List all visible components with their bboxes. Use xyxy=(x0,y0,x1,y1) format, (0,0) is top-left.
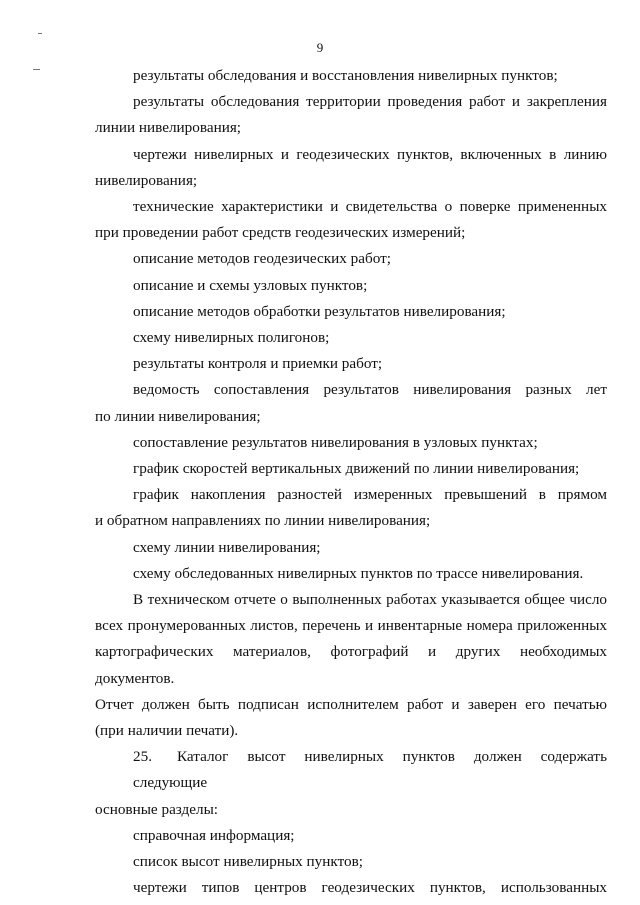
text-line: описание и схемы узловых пунктов; xyxy=(133,276,368,294)
text-line: чертежи нивелирных и геодезических пунктов, включенных в линию xyxy=(133,145,607,163)
text-line: по линии нивелирования; xyxy=(95,407,261,425)
text-line: (при наличии печати). xyxy=(95,722,239,740)
document-body xyxy=(95,63,607,902)
paragraph xyxy=(95,430,607,456)
scan-artifact-mark xyxy=(33,69,40,70)
page-number: 9 xyxy=(316,40,324,55)
paragraph xyxy=(95,535,607,561)
paragraph-number: 25. xyxy=(133,748,152,766)
paragraph xyxy=(95,299,607,325)
text-line: всех пронумерованных листов, перечень и инвентарные номера приложенных xyxy=(95,617,607,635)
text-line: картографических материалов, фотографий и других необходимых документов. xyxy=(95,643,607,687)
text-line: результаты обследования территории проведения работ и закрепления xyxy=(133,93,607,111)
paragraph xyxy=(95,482,607,534)
paragraph xyxy=(95,194,607,246)
text-line: справочная информация; xyxy=(133,826,295,844)
text-line: схему линии нивелирования; xyxy=(133,538,321,556)
text-line: схему нивелирных полигонов; xyxy=(133,329,330,347)
paragraph xyxy=(95,377,607,429)
paragraph xyxy=(95,875,607,901)
paragraph xyxy=(95,823,607,849)
scan-artifact-mark xyxy=(38,33,42,34)
text-line: при проведении работ средств геодезических измерений; xyxy=(95,224,466,242)
paragraph xyxy=(95,246,607,272)
text-line: результаты контроля и приемки работ; xyxy=(133,355,383,373)
text-line: график скоростей вертикальных движений по линии нивелирования; xyxy=(133,460,580,478)
paragraph xyxy=(95,325,607,351)
text-line: линии нивелирования; xyxy=(95,119,242,137)
text-line: схему обследованных нивелирных пунктов по трассе нивелирования. xyxy=(133,564,584,582)
text-line: результаты обследования и восстановления нивелирных пунктов; xyxy=(133,67,558,84)
paragraph xyxy=(95,63,607,89)
text-line: В техническом отчете о выполненных работах указывается общее число xyxy=(133,591,607,609)
text-line: сопоставление результатов нивелирования в узловых пунктах; xyxy=(133,433,538,451)
paragraph xyxy=(95,561,607,587)
text-line: и обратном направлениях по линии нивелирования; xyxy=(95,512,431,530)
text-line: ведомость сопоставления результатов нивелирования разных лет xyxy=(133,381,607,399)
paragraph xyxy=(95,89,607,141)
text-line: Отчет должен быть подписан исполнителем работ и заверен его печатью xyxy=(95,695,607,713)
text-line: нивелирования; xyxy=(95,171,198,189)
text-line-content: Каталог высот нивелирных пунктов должен содержать следующие xyxy=(133,748,607,792)
paragraph xyxy=(95,456,607,482)
text-line: чертежи типов центров геодезических пунктов, использованных xyxy=(133,879,607,897)
numbered-paragraph xyxy=(95,744,607,823)
paragraph xyxy=(95,142,607,194)
text-line: технические характеристики и свидетельства о поверке примененных xyxy=(133,198,607,216)
text-line: список высот нивелирных пунктов; xyxy=(133,853,363,871)
text-line: описание методов обработки результатов нивелирования; xyxy=(133,302,506,320)
text-line xyxy=(95,744,607,796)
text-line: основные разделы: xyxy=(95,800,219,818)
paragraph xyxy=(95,273,607,299)
text-line: описание методов геодезических работ; xyxy=(133,250,391,268)
paragraph xyxy=(95,587,607,744)
paragraph xyxy=(95,351,607,377)
paragraph xyxy=(95,849,607,875)
text-line: график накопления разностей измеренных превышений в прямом xyxy=(133,486,607,504)
